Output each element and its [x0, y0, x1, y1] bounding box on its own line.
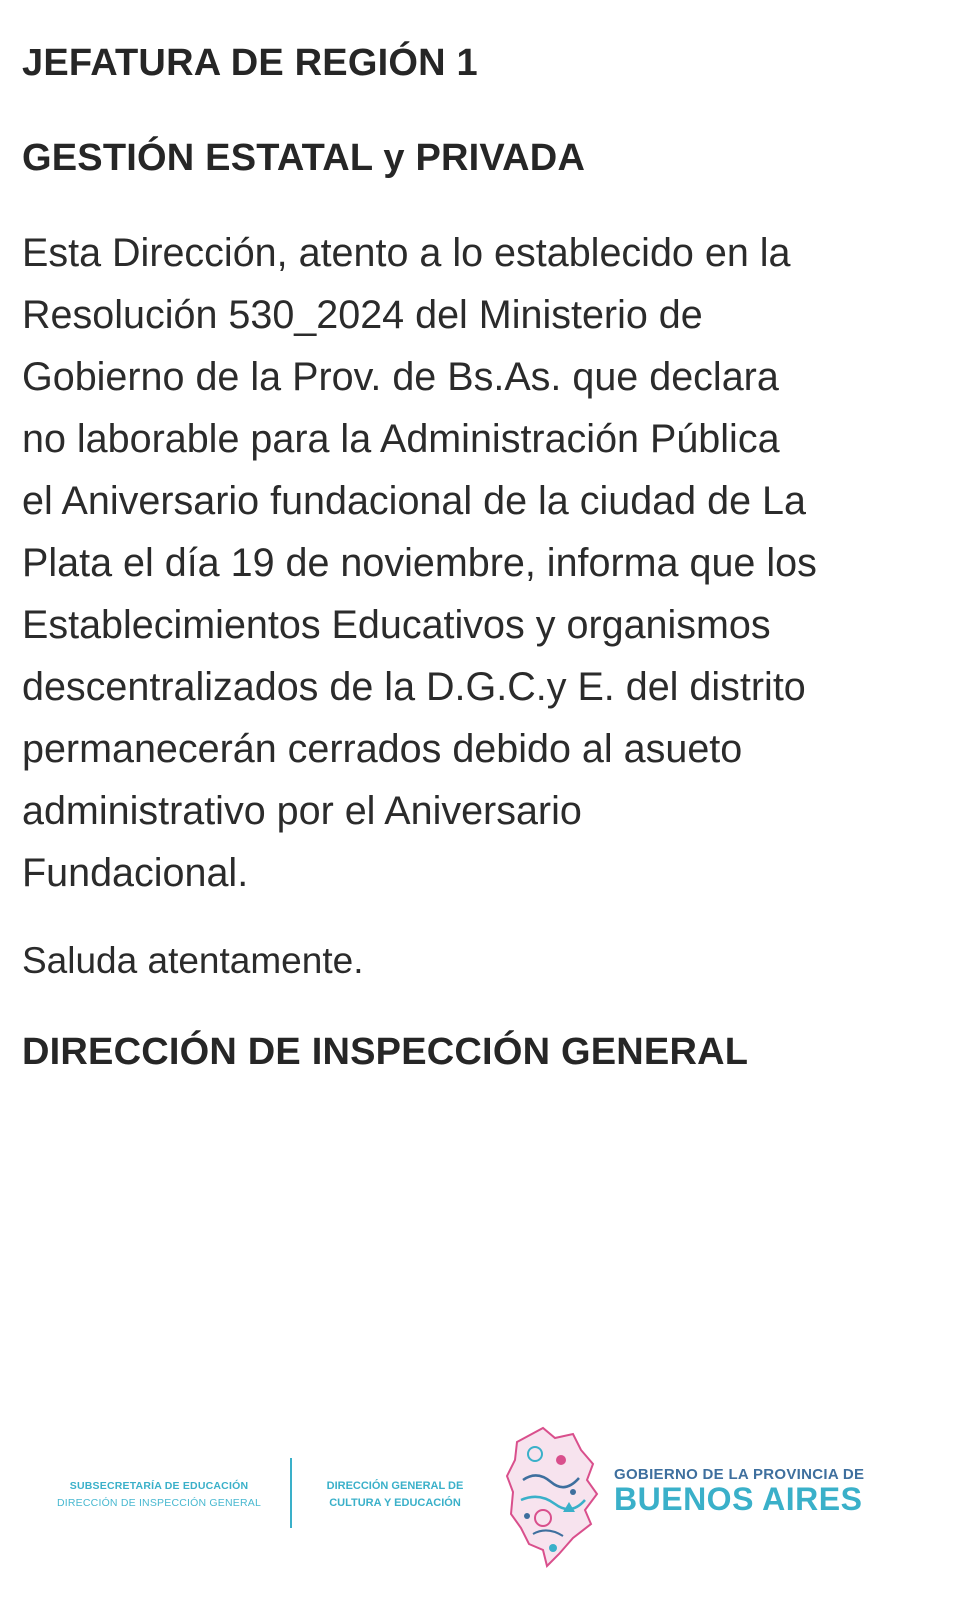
subsecretaria-label: SUBSECRETARÍA DE EDUCACIÓN	[69, 1480, 249, 1492]
body-line: Plata el día 19 de noviembre, informa que los	[22, 541, 817, 585]
buenos-aires-province-map-icon	[503, 1420, 603, 1570]
body-paragraph	[22, 222, 947, 904]
body-line: Resolución 530_2024 del Ministerio de	[22, 293, 703, 337]
body-line: descentralizados de la D.G.C.y E. del distrito	[22, 665, 806, 709]
heading-management: GESTIÓN ESTATAL y PRIVADA	[22, 137, 586, 179]
body-line: el Aniversario fundacional de la ciudad de La	[22, 479, 806, 523]
dgcye-label-line1: DIRECCIÓN GENERAL DE	[326, 1480, 464, 1492]
footer-logos	[0, 1420, 956, 1600]
signature: DIRECCIÓN DE INSPECCIÓN GENERAL	[22, 1031, 749, 1073]
dgcye-logo-text	[300, 1478, 490, 1512]
province-logo-text	[614, 1466, 914, 1518]
body-line: Gobierno de la Prov. de Bs.As. que declara	[22, 355, 779, 399]
body-line: no laborable para la Administración Pública	[22, 417, 780, 461]
footer-divider	[290, 1458, 292, 1528]
heading-region: JEFATURA DE REGIÓN 1	[22, 42, 478, 84]
gov-label: GOBIERNO DE LA PROVINCIA DE	[614, 1466, 865, 1483]
body-line: Esta Dirección, atento a lo establecido en la	[22, 231, 791, 275]
greeting: Saluda atentamente.	[22, 940, 364, 981]
body-line: Fundacional.	[22, 851, 249, 895]
body-line: administrativo por el Aniversario	[22, 789, 582, 833]
body-line: permanecerán cerrados debido al asueto	[22, 727, 743, 771]
subsecretaria-logo-text	[44, 1478, 274, 1512]
dgcye-label-line2: CULTURA Y EDUCACIÓN	[329, 1497, 461, 1509]
body-line: Establecimientos Educativos y organismos	[22, 603, 771, 647]
inspeccion-label: DIRECCIÓN DE INSPECCIÓN GENERAL	[57, 1497, 261, 1509]
province-name: BUENOS AIRES	[614, 1481, 863, 1517]
